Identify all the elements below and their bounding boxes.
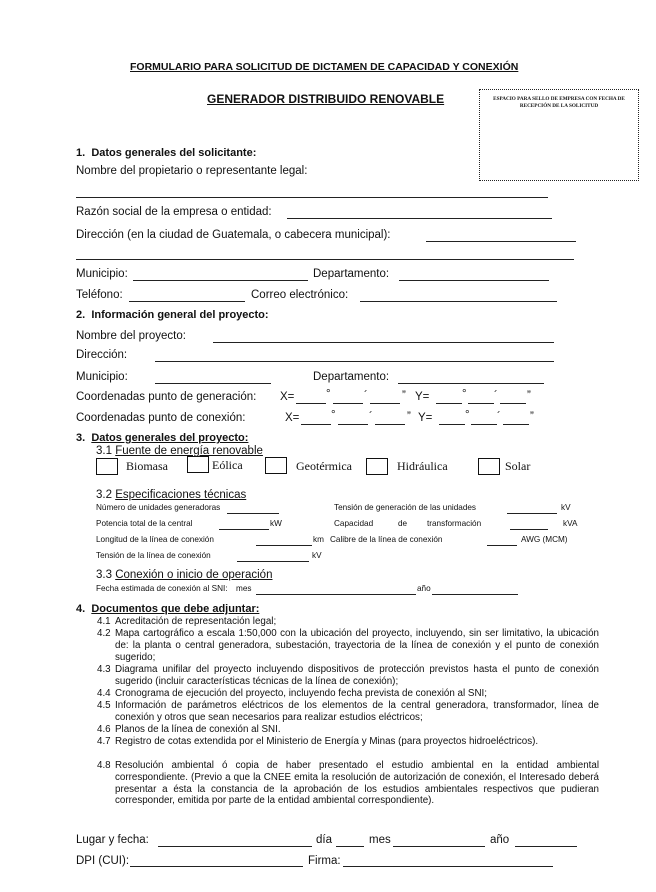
gen-voltage-unit: kV xyxy=(561,503,571,512)
company-label: Razón social de la empresa o entidad: xyxy=(76,206,272,218)
transf-capacity-field[interactable] xyxy=(510,529,548,530)
coord-con-x-sec[interactable] xyxy=(375,424,405,425)
coord-con-y-deg[interactable] xyxy=(439,424,465,425)
dpi-field[interactable] xyxy=(130,866,303,867)
line-gauge-label: Calibre de la línea de conexión xyxy=(330,535,443,544)
coord-con-x-label: X= xyxy=(285,412,300,424)
hidraulica-checkbox[interactable] xyxy=(366,458,388,475)
correo-field[interactable] xyxy=(360,301,557,302)
transf-capacity-unit: kVA xyxy=(563,519,578,528)
biomasa-label: Biomasa xyxy=(126,459,168,473)
coord-con-y-min[interactable] xyxy=(471,424,497,425)
deg-symbol: ° xyxy=(331,409,336,421)
line-voltage-field[interactable] xyxy=(237,561,309,562)
signature-field[interactable] xyxy=(343,866,553,867)
est-date-label: Fecha estimada de conexión al SNI: xyxy=(96,584,228,593)
min-symbol: ´ xyxy=(364,390,368,402)
coord-con-x-min[interactable] xyxy=(338,424,368,425)
min-symbol: ´ xyxy=(497,411,501,423)
stamp-label: ESPACIO PARA SELLO DE EMPRESA CON FECHA DE RECEPCIÓN DE LA SOLICITUD xyxy=(493,96,625,109)
num-units-label: Número de unidades generadoras xyxy=(96,503,221,512)
telefono-label: Teléfono: xyxy=(76,289,123,301)
correo-label: Correo electrónico: xyxy=(251,289,349,301)
stamp-box xyxy=(479,89,639,181)
coord-con-y-label: Y= xyxy=(418,412,433,424)
sec-symbol: ” xyxy=(402,390,406,402)
transf-capacity-label-a: Capacidad xyxy=(334,519,374,528)
departamento-label: Departamento: xyxy=(313,268,390,280)
coord-gen-y-deg[interactable] xyxy=(436,403,462,404)
est-month-label: mes xyxy=(236,584,252,593)
est-year-label: año xyxy=(417,584,431,593)
min-symbol: ´ xyxy=(369,411,373,423)
year-field[interactable] xyxy=(515,846,577,847)
sec-symbol: ” xyxy=(527,390,531,402)
coord-gen-x-label: X= xyxy=(280,391,295,403)
project-departamento-label: Departamento: xyxy=(313,371,390,383)
municipio-field[interactable] xyxy=(133,280,308,281)
telefono-field[interactable] xyxy=(129,301,245,302)
day-field[interactable] xyxy=(336,846,364,847)
address-field-2[interactable] xyxy=(76,259,574,260)
owner-field[interactable] xyxy=(76,197,548,198)
place-date-label: Lugar y fecha: xyxy=(76,834,149,846)
project-municipio-field[interactable] xyxy=(155,383,271,384)
num-units-field[interactable] xyxy=(227,513,279,514)
coord-gen-x-deg[interactable] xyxy=(296,403,326,404)
project-name-field[interactable] xyxy=(213,342,554,343)
address-field[interactable] xyxy=(426,241,576,242)
line-length-field[interactable] xyxy=(256,545,312,546)
coord-gen-y-sec[interactable] xyxy=(500,403,526,404)
geotermica-checkbox[interactable] xyxy=(265,457,287,474)
est-month-field[interactable] xyxy=(256,594,416,595)
sec-symbol: ” xyxy=(407,411,411,423)
project-address-field[interactable] xyxy=(155,361,554,362)
dpi-label: DPI (CUI): xyxy=(76,855,130,867)
owner-label: Nombre del propietario o representante legal: xyxy=(76,165,308,177)
gen-voltage-label: Tensión de generación de las unidades xyxy=(334,503,477,512)
solar-label: Solar xyxy=(505,459,531,473)
form-title: FORMULARIO PARA SOLICITUD DE DICTAMEN DE CAPACIDAD Y CONEXIÓN xyxy=(130,61,519,73)
total-power-label: Potencia total de la central xyxy=(96,519,193,528)
total-power-field[interactable] xyxy=(219,529,269,530)
month-field[interactable] xyxy=(393,846,485,847)
company-field[interactable] xyxy=(287,218,552,219)
sub-3-2-heading: 3.2 Especificaciones técnicas xyxy=(96,489,247,501)
line-voltage-unit: kV xyxy=(312,551,322,560)
coord-con-label: Coordenadas punto de conexión: xyxy=(76,412,246,424)
biomasa-checkbox[interactable] xyxy=(96,458,118,475)
address-label: Dirección (en la ciudad de Guatemala, o cabecera municipal): xyxy=(76,229,391,241)
month-label: mes xyxy=(369,834,391,846)
line-gauge-field[interactable] xyxy=(487,545,517,546)
min-symbol: ´ xyxy=(494,390,498,402)
departamento-field[interactable] xyxy=(399,280,549,281)
deg-symbol: ° xyxy=(326,388,331,400)
section-1-heading: 1. Datos generales del solicitante: xyxy=(76,147,257,159)
line-length-label: Longitud de la línea de conexión xyxy=(96,535,214,544)
project-name-label: Nombre del proyecto: xyxy=(76,330,186,342)
sub-3-3-heading: 3.3 Conexión o inicio de operación xyxy=(96,569,273,581)
deg-symbol: ° xyxy=(465,409,470,421)
coord-gen-label: Coordenadas punto de generación: xyxy=(76,391,257,403)
section-3-heading: 3. Datos generales del proyecto: xyxy=(76,432,249,444)
project-municipio-label: Municipio: xyxy=(76,371,128,383)
line-gauge-unit: AWG (MCM) xyxy=(521,535,568,544)
total-power-unit: kW xyxy=(270,519,282,528)
coord-gen-y-label: Y= xyxy=(415,391,430,403)
gen-voltage-field[interactable] xyxy=(507,513,557,514)
coord-gen-x-min[interactable] xyxy=(333,403,363,404)
coord-gen-x-sec[interactable] xyxy=(370,403,400,404)
day-label: día xyxy=(316,834,332,846)
place-date-field[interactable] xyxy=(158,846,312,847)
solar-checkbox[interactable] xyxy=(478,458,500,475)
est-year-field[interactable] xyxy=(432,594,518,595)
transf-capacity-label-b: de xyxy=(398,519,408,528)
coord-con-x-deg[interactable] xyxy=(301,424,331,425)
line-length-unit: km xyxy=(313,535,324,544)
signature-label: Firma: xyxy=(308,855,341,867)
deg-symbol: ° xyxy=(462,388,467,400)
coord-con-y-sec[interactable] xyxy=(503,424,529,425)
form-subtitle: GENERADOR DISTRIBUIDO RENOVABLE xyxy=(207,92,445,106)
section-4-heading: 4. Documentos que debe adjuntar: xyxy=(76,603,260,615)
eolica-label: Eólica xyxy=(212,458,243,472)
transf-capacity-label-c: transformación xyxy=(427,519,482,528)
eolica-checkbox[interactable] xyxy=(187,456,209,473)
project-departamento-field[interactable] xyxy=(398,383,544,384)
project-address-label: Dirección: xyxy=(76,349,128,361)
municipio-label: Municipio: xyxy=(76,268,128,280)
hidraulica-label: Hidráulica xyxy=(397,459,448,473)
section-2-heading: 2. Información general del proyecto: xyxy=(76,309,269,321)
sub-3-1-heading: 3.1 Fuente de energía renovable xyxy=(96,445,263,457)
geotermica-label: Geotérmica xyxy=(296,459,352,473)
line-voltage-label: Tensión de la línea de conexión xyxy=(96,551,211,560)
sec-symbol: ” xyxy=(530,411,534,423)
year-label: año xyxy=(490,834,510,846)
coord-gen-y-min[interactable] xyxy=(468,403,494,404)
